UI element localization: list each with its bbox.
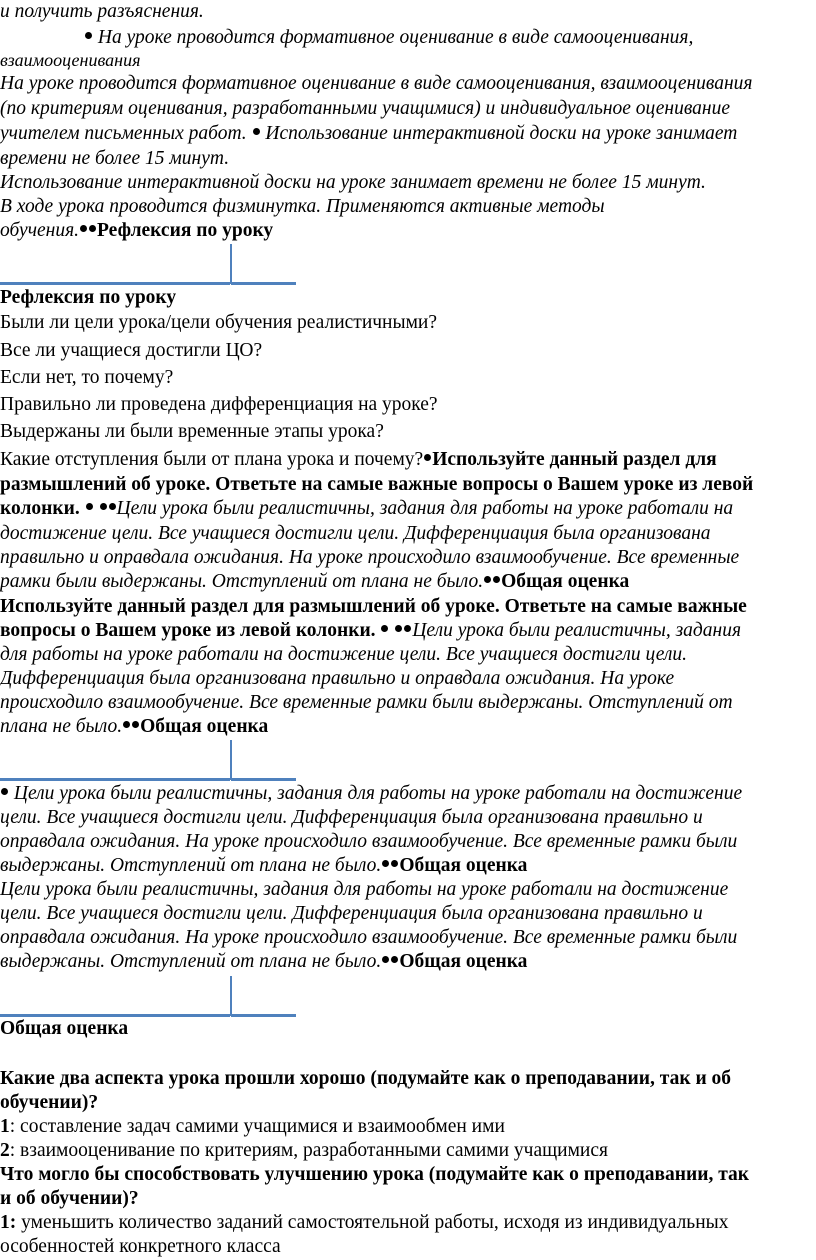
answer-number: 1 (0, 1116, 10, 1137)
text-span: Общая оценка (501, 571, 630, 592)
text-span: : составление задач самими учащимися и взаимообмен ими (9, 1116, 505, 1137)
text-line: Использование интерактивной доски на уроке занимает времени не более 15 минут. (0, 172, 706, 193)
text-span: Какие отступления были от плана урока и почему? (0, 449, 424, 470)
bullet-icon (109, 503, 116, 510)
text-line: для работы на уроке работали на достижение цели. Все учащиеся достигли цели. (0, 644, 688, 665)
text-span: Рефлексия по уроку (97, 220, 274, 241)
question-line: Если нет, то почему? (0, 367, 174, 388)
bullet-icon (382, 860, 389, 867)
bullet-icon (123, 721, 130, 728)
text-line (0, 497, 733, 521)
text-span: Общая оценка (140, 716, 269, 737)
answer-line (0, 1211, 728, 1235)
text-line: и получить разъяснения. (0, 1, 204, 22)
text-line (0, 950, 527, 974)
empty-table (0, 740, 296, 780)
text-line: оправдала ожидания. На уроке происходило взаимообучение. Все временные рамки были (0, 927, 738, 948)
text-line: Дифференциация была организована правильно и оправдала ожидания. На уроке (0, 668, 675, 689)
bullet-icon (253, 128, 260, 135)
text-span: колонки. (0, 498, 85, 519)
text-line: цели. Все учащиеся достигли цели. Дифференциация была организована правильно и (0, 807, 703, 828)
text-span: Используйте данный раздел для (432, 449, 717, 470)
bullet-icon (89, 225, 96, 232)
bullet-icon (395, 625, 402, 632)
text-line (0, 122, 737, 146)
question-line: обучении)? (0, 1092, 99, 1113)
text-span: : взаимооценивание по критериям, разработанными самими учащимися (9, 1140, 608, 1161)
bullet-icon (80, 225, 87, 232)
question-line: Все ли учащиеся достигли ЦО? (0, 340, 263, 361)
bullet-icon (493, 576, 500, 583)
text-line (0, 715, 268, 739)
text-line: размышлений об уроке. Ответьте на самые важные вопросы о Вашем уроке из левой (0, 474, 754, 495)
question-line: Какие два аспекта урока прошли хорошо (подумайте как о преподавании, так и об (0, 1068, 732, 1089)
text-span: Цели урока были реалистичны, задания для работы на уроке работали на достижение (13, 783, 743, 804)
text-span: Использование интерактивной доски на уроке занимает (265, 123, 738, 144)
bullet-icon (1, 788, 8, 795)
text-line: оправдала ожидания. На уроке происходило взаимообучение. Все временные рамки были (0, 831, 738, 852)
text-span: обучения. (0, 220, 80, 241)
empty-table (0, 244, 296, 284)
bullet-icon (100, 503, 107, 510)
text-span: Общая оценка (399, 855, 528, 876)
text-span: уменьшить количество заданий самостоятельной работы, исходя из индивидуальных (16, 1212, 729, 1233)
text-span: выдержаны. Отступлений от плана не было. (0, 951, 382, 972)
question-line (0, 448, 717, 472)
text-line: На уроке проводится формативное оценивание в виде самооценивания, взаимооценивания (0, 73, 753, 94)
table-cell (231, 976, 296, 1017)
table-cell (231, 244, 296, 285)
section-heading: Рефлексия по уроку (0, 287, 177, 308)
text-span: На уроке проводится формативное оценивание в виде самооценивания, (97, 27, 694, 48)
answer-number: 1: (0, 1212, 17, 1233)
empty-table (0, 976, 296, 1016)
text-line (0, 570, 629, 594)
section-heading: Общая оценка (0, 1018, 129, 1039)
table-cell (0, 244, 230, 285)
bullet-icon (391, 860, 398, 867)
bullet-icon (424, 454, 431, 461)
text-line: цели. Все учащиеся достигли цели. Дифференциация была организована правильно и (0, 903, 703, 924)
bullet-icon (382, 956, 389, 963)
question-line: и об обучении)? (0, 1188, 139, 1209)
answer-line (0, 1139, 608, 1163)
text-line (0, 854, 527, 878)
bullet-line (0, 782, 742, 806)
bullet-icon (132, 721, 139, 728)
text-span: рамки были выдержаны. Отступлений от плана не было. (0, 571, 484, 592)
text-span: вопросы о Вашем уроке из левой колонки. (0, 620, 381, 641)
bullet-line (84, 26, 693, 50)
text-span: учителем письменных работ. (0, 123, 252, 144)
table-cell (231, 740, 296, 781)
bullet-icon (86, 503, 93, 510)
table-cell (0, 976, 230, 1017)
bullet-icon (484, 576, 491, 583)
text-line: В ходе урока проводится физминутка. Применяются активные методы (0, 196, 605, 217)
text-line: взаимооценивания (0, 50, 141, 70)
text-line (0, 219, 273, 243)
text-line: Цели урока были реалистичны, задания для работы на уроке работали на достижение (0, 879, 729, 900)
text-span: Цели урока были реалистичны, задания (412, 620, 742, 641)
question-line: Были ли цели урока/цели обучения реалистичными? (0, 312, 438, 333)
bullet-icon (404, 625, 411, 632)
text-span: Общая оценка (399, 951, 528, 972)
text-line: (по критериям оценивания, разработанными учащимися) и индивидуальное оценивание (0, 98, 731, 119)
question-line: Выдержаны ли были временные этапы урока? (0, 421, 384, 442)
question-line: Что могло бы способствовать улучшению урока (подумайте как о преподавании, так (0, 1164, 750, 1185)
text-line: происходило взаимообучение. Все временные рамки были выдержаны. Отступлений от (0, 692, 733, 713)
text-span: плана не было. (0, 716, 123, 737)
question-line: Правильно ли проведена дифференциация на уроке? (0, 394, 438, 415)
text-line: особенностей конкретного класса (0, 1236, 281, 1257)
text-line: Используйте данный раздел для размышлений об уроке. Ответьте на самые важные (0, 596, 747, 617)
bullet-icon (381, 625, 388, 632)
table-cell (0, 740, 230, 781)
bullet-icon (85, 32, 92, 39)
text-line: времени не более 15 минут. (0, 148, 230, 169)
text-span: Цели урока были реалистичны, задания для работы на уроке работали на (116, 498, 734, 519)
text-span: выдержаны. Отступлений от плана не было. (0, 855, 382, 876)
answer-number: 2 (0, 1140, 10, 1161)
bullet-icon (391, 956, 398, 963)
text-line: достижение цели. Все учащиеся достигли цели. Дифференциация была организована (0, 523, 711, 544)
text-line: правильно и оправдала ожидания. На уроке происходило взаимообучение. Все временные (0, 547, 740, 568)
text-line (0, 619, 741, 643)
answer-line (0, 1115, 505, 1139)
